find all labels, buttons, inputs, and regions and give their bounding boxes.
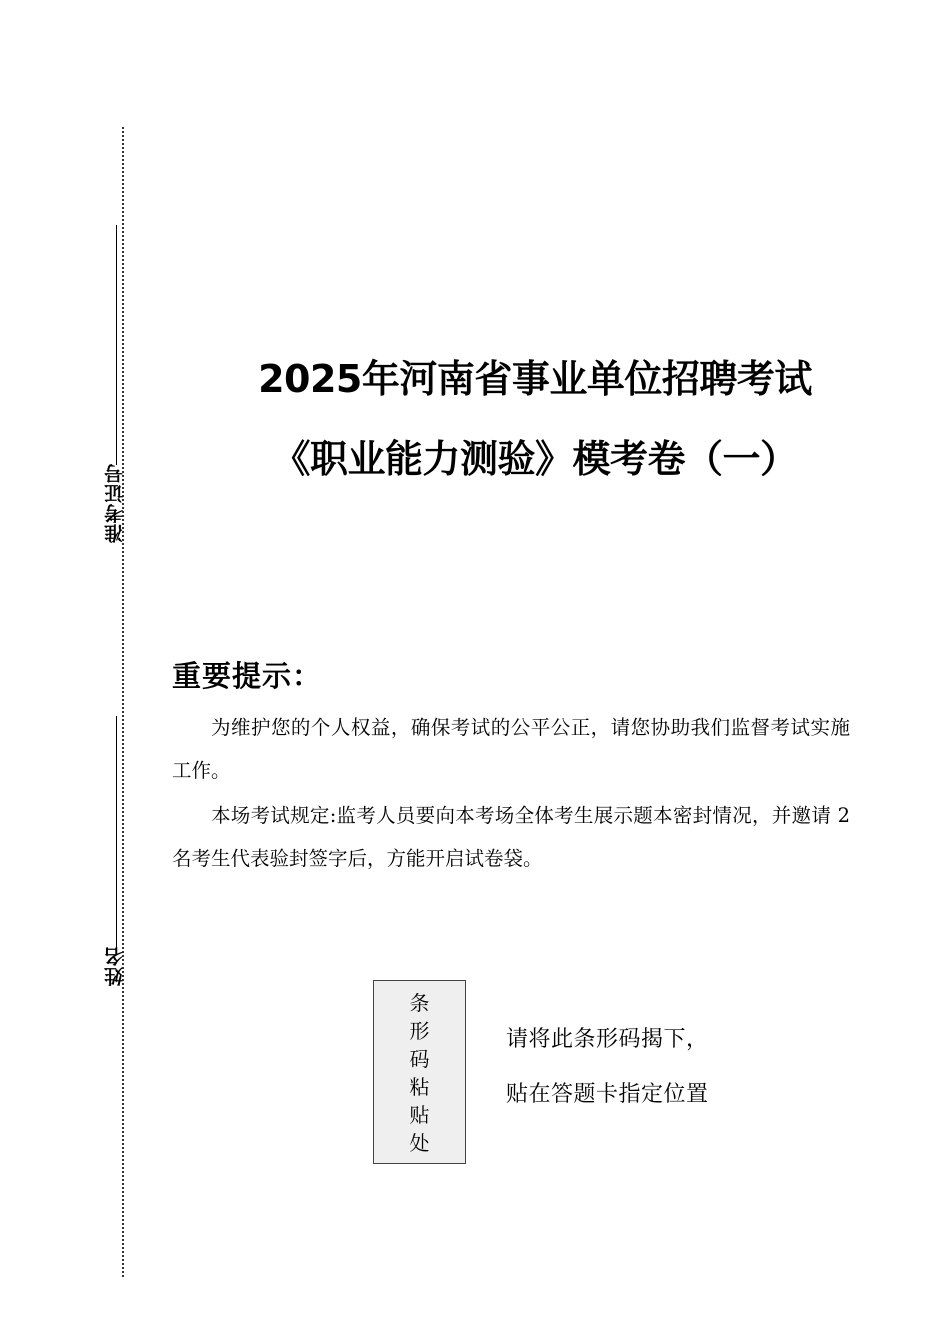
barcode-char: 贴 [409,1103,430,1127]
barcode-char: 粘 [409,1075,430,1099]
barcode-instruction-line2: 贴在答题卡指定位置 [506,1082,709,1107]
notice-paragraph-2: 本场考试规定:监考人员要向本考场全体考生展示题本密封情况，并邀请 2 名考生代表验封签字后，方能开启试卷袋。 [172,804,850,870]
exam-title-line2: 《职业能力测验》模考卷（一） [272,437,798,481]
name-underline [116,716,117,948]
exam-id-field[interactable] [104,225,126,545]
barcode-char: 码 [409,1047,430,1071]
notice-paragraph-1: 为维护您的个人权益，确保考试的公平公正，请您协助我们监督考试实施工作。 [172,716,850,782]
barcode-char: 处 [409,1131,430,1155]
barcode-sticker-area [373,980,466,1164]
name-field[interactable] [104,716,126,994]
notice-heading: 重要提示： [172,659,323,693]
barcode-char: 形 [409,1019,430,1043]
barcode-char: 条 [409,991,430,1015]
exam-id-underline [116,225,117,465]
barcode-instruction-line1: 请将此条形码揭下， [506,1027,709,1052]
exam-title-line1: 2025年河南省事业单位招聘考试 [258,357,812,401]
name-label: 姓名 [104,946,126,986]
exam-id-label: 准考证号 [104,463,126,543]
